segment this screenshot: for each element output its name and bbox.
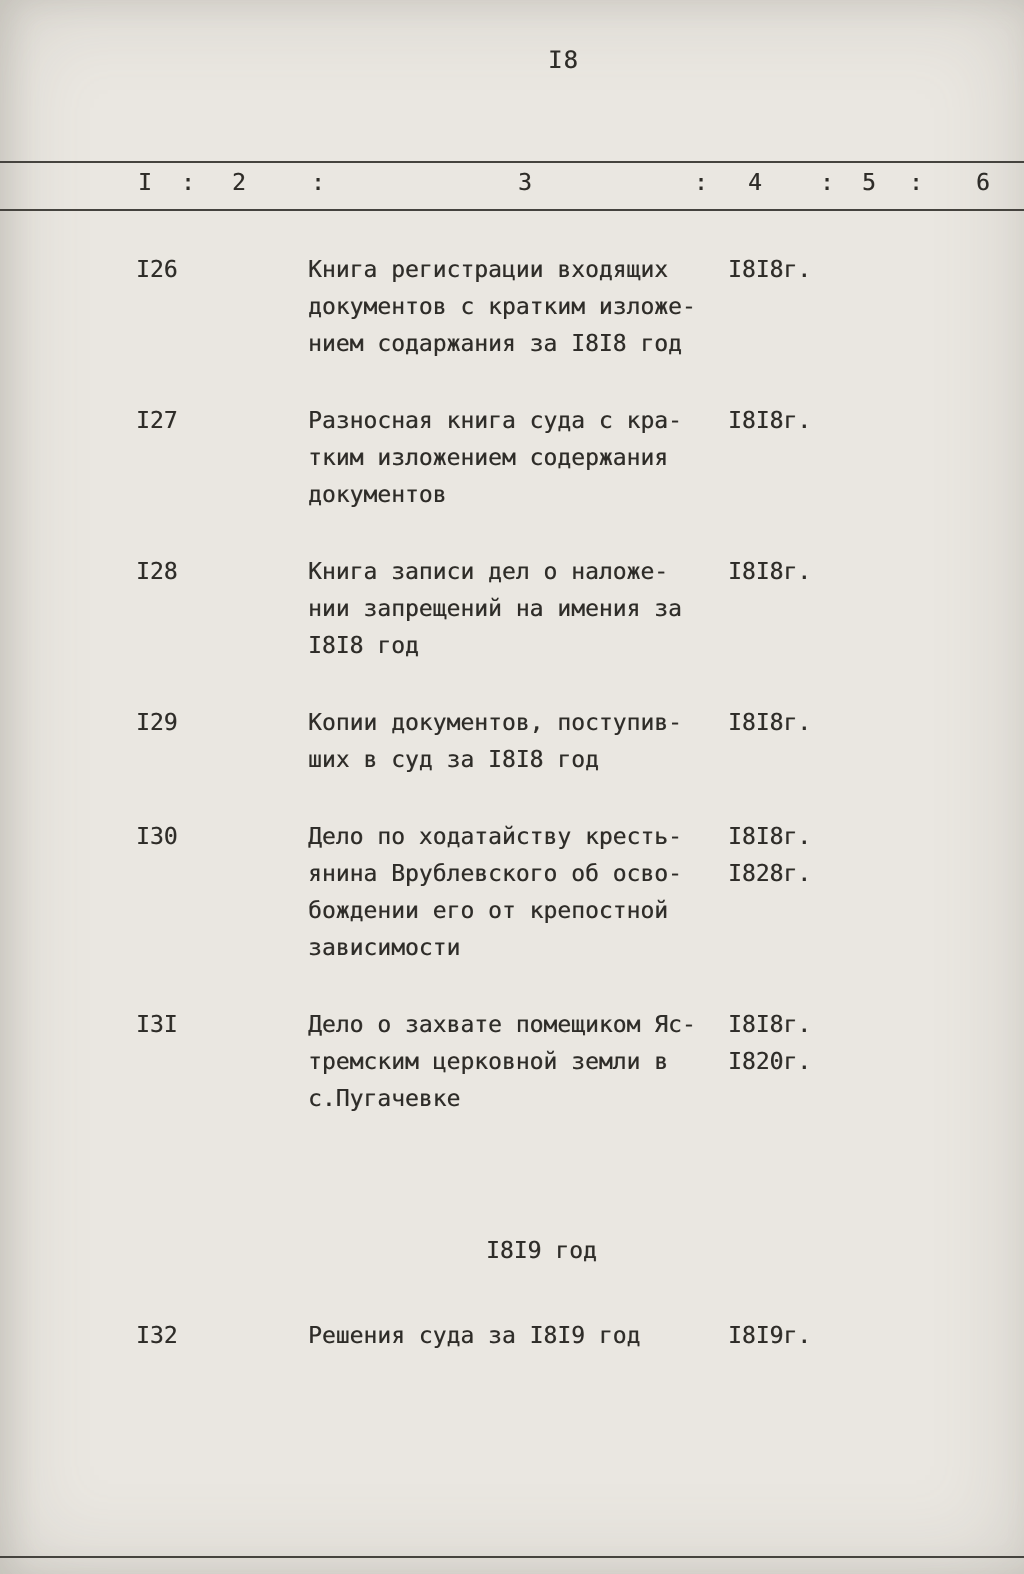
entry-dates: I8I8г. I820г.: [728, 1012, 812, 1075]
entry-number: I3I: [136, 1012, 178, 1038]
entry-description: Копии документов, поступив- ших в суд за I8I8 год: [308, 710, 682, 773]
column-label: I: [138, 170, 152, 196]
entry-dates: I8I8г.: [728, 710, 812, 736]
column-separator: :: [181, 170, 195, 196]
entry-row: [0, 819, 1024, 967]
section-heading: I8I9 год: [486, 1238, 597, 1264]
entry-description: Разносная книга суда с кра- тким изложением содержания документов: [308, 408, 682, 508]
entry-number: I28: [136, 559, 178, 585]
column-separator: :: [820, 170, 834, 196]
entry-number: I32: [136, 1323, 178, 1349]
entry-number: I27: [136, 408, 178, 434]
entry-dates: I8I8г.: [728, 257, 812, 283]
entry-row: [0, 1007, 1024, 1118]
header-rule-bottom: [0, 209, 1024, 211]
entry-description: Книга записи дел о наложе- нии запрещений на имения за I8I8 год: [308, 559, 682, 659]
entry-description: Книга регистрации входящих документов с кратким изложе- нием содаржания за I8I8 год: [308, 257, 696, 357]
entry-dates: I8I8г.: [728, 408, 812, 434]
entry-row: [0, 252, 1024, 363]
entry-dates: I8I8г.: [728, 559, 812, 585]
column-separator: :: [694, 170, 708, 196]
column-separator: :: [909, 170, 923, 196]
bottom-rule: [0, 1556, 1024, 1558]
entry-description: Дело о захвате помещиком Яс- тремским церковной земли в с.Пугачевке: [308, 1012, 696, 1112]
entry-row: [0, 1318, 1024, 1355]
entry-description: Решения суда за I8I9 год: [308, 1323, 641, 1349]
column-separator: :: [311, 170, 325, 196]
page-number: I8: [548, 46, 579, 74]
entry-dates: I8I9г.: [728, 1323, 812, 1349]
inventory-list: [0, 252, 1024, 1395]
entry-number: I30: [136, 824, 178, 850]
entry-dates: I8I8г. I828г.: [728, 824, 812, 887]
column-label: 4: [748, 170, 762, 196]
header-rule-top: [0, 161, 1024, 163]
column-label: 5: [862, 170, 876, 196]
entry-number: I26: [136, 257, 178, 283]
entry-row: [0, 705, 1024, 779]
column-label: 2: [232, 170, 246, 196]
column-label: 3: [518, 170, 532, 196]
entry-row: [0, 554, 1024, 665]
entry-description: Дело по ходатайству кресть- янина Врублевского об осво- бождении его от крепостной зависимости: [308, 824, 682, 961]
table-header-row: [0, 168, 1024, 208]
column-label: 6: [976, 170, 990, 196]
entry-number: I29: [136, 710, 178, 736]
entry-row: [0, 403, 1024, 514]
